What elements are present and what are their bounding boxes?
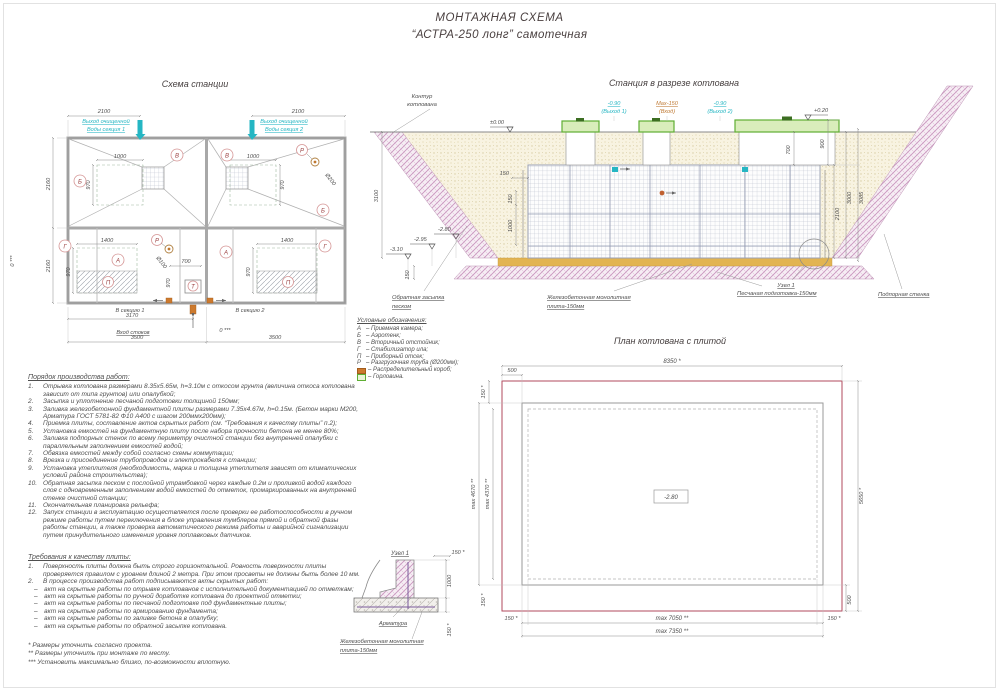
dim-150-plate: 150 [499,171,509,177]
dim-3100: 3100 [374,189,380,203]
elev-000: ±0.00 [490,120,504,126]
elev-280: -2.80 [438,227,451,233]
elev-020: +0.20 [814,108,829,114]
rebar-label: Арматура [378,621,408,627]
cross-section-drawing [362,74,994,322]
legend-key: Р [357,360,362,367]
dim-5650: 5650 * [859,487,865,505]
dim-3085: 3085 [859,191,865,205]
requirement-item: Поверхность плиты должна быть строго горизонтальной. Ровность поверхности плиты проверяется правилом с уровнем длиной 2 метра. При этом просветы не должны быть более 10 мм. [43,563,360,578]
pit-contour-label-1: Контур [411,94,433,100]
dim-8350: 8350 * [663,359,681,365]
requirements-title: Требования к качеству плиты: [28,554,131,561]
hidden-works-acts-list [28,586,361,630]
legend-key: А [357,325,362,332]
pipe-elevation-labels [601,101,732,121]
pit-bottom-elevations [386,227,459,280]
node1-dim-150-bottom: 150 * [447,623,453,637]
label-B2: Б [321,208,325,215]
dim-970-right: 970 [280,180,286,190]
dim-970-bl: 970 [66,267,72,277]
backfill-label-2: песком [392,304,412,310]
dim-1000-left: 1000 [113,154,127,160]
dim-150-bottom-left: 150 * [504,616,518,622]
tank-body [523,165,825,258]
inlet-name: (Вход) [658,109,676,115]
title-line1: МОНТАЖНАЯ СХЕМА [435,12,564,24]
dim-150-mid: 150 [508,194,514,204]
node1-dim-1000: 1000 [447,574,453,588]
dim-7350: max 7350 ** [655,629,689,635]
dim-1400-left: 1400 [100,238,114,244]
distribution-box-left [166,298,172,303]
label-P1: П [105,280,111,287]
dim-2160-bottom: 2160 [46,259,52,273]
dim-2100-left: 2100 [97,109,111,115]
node1-geometry [354,560,438,612]
outlet-marker-1 [612,167,618,172]
work-order-list [28,383,361,539]
act-item: – акт на скрытые работы по армированию фундамента; [28,608,361,615]
dim-2100-cs: 2100 [835,207,841,221]
work-order-item: Обвязка емкостей между собой согласно схемы коммутации; [43,450,234,458]
work-order-item: Врезка и присоединение трубопроводов и электрокабеля к станции; [43,457,257,465]
sand-prep-label: Песчаная подготовка-150мм [737,291,817,297]
work-order-item: Отрывка котлована размерами 8.35х5.65м, h=3.10м с откосом грунта (величина откоса котлована зависит от типа грунтов) или опалубкой; [43,383,355,398]
slab-label-2: плита-150мм [547,304,585,310]
node1-detail-title: Узел 1 [390,551,410,557]
outlet-pipe-1 [138,120,143,134]
dim-700: 700 [181,259,191,265]
legend-text: – Аэротенк; [366,332,401,339]
station-plan-drawing [6,76,365,356]
legend-key: Г [357,346,361,353]
label-G2: Г [323,244,327,251]
dim-4370: max 4370 ** [485,478,491,510]
pit-contour-label-2: котлована [407,102,437,108]
dim-4670: max 4670 ** [471,478,477,510]
label-A1: А [115,258,121,265]
act-item: – акт на скрытые работы по обратной засыпке котлована. [28,623,361,630]
slab-label-1: Железобетонная монолитная [547,295,631,301]
dim-7050: max 7050 ** [655,616,689,622]
dim-500-bottomright: 500 [847,595,853,605]
pit-depth-value: -2.80 [664,495,678,501]
dim-3000: 3000 [847,191,853,205]
legend-title: Условные обозначения: [357,317,427,324]
footnotes-block [28,641,361,666]
work-order-item: Обратная засыпка песком с послойной утрамбовкой через каждые 0.2м и проливкой водой каждого слоя с одновременным заполнением водой емкостей до отметок, промаркированных на внутренней стенке очистной станции; [43,479,357,502]
station-plan-title: Схема станции [161,79,229,89]
legend-key: В [357,339,362,346]
dim-2160-top: 2160 [46,177,52,191]
label-T: Т [191,284,195,291]
inlet-stub [190,305,196,314]
outlet-marker-2 [742,167,748,172]
dim-1000-tank: 1000 [508,219,514,233]
work-order-item: Заливка железобетонной фундаментной плиты размерами 7.35х4.67м, h=0.15м. (Бетон марки М200, Арматура ГОСТ 5781-82 Ф10 А400 с шагом 200ммх200мм); [43,405,359,421]
legend-text: – Стабилизатор ила; [366,346,429,353]
work-order-item: Приемка плиты, составление актов скрытых работ (см. “Требования к качеству плиты” п.2); [43,420,338,428]
elev-295: -2.95 [414,237,427,243]
dim-3500-right: 3500 [268,335,282,341]
work-order-title: Порядок производства работ: [28,374,130,381]
outlet-pipe-2 [250,120,255,134]
label-G1: Г [63,244,67,251]
work-order-item: Запуск станции в эксплуатацию осуществляется после проверки ее работоспособности в ручном режиме работы путем переключения в блоке управления тумблеров прямой и обратной фазы работы станции, а также проверка автоматического режима работы и аварийной сигнализации путем принудительного изменения уровня поплавковых датчиков. [43,509,353,539]
plan-left-dims [53,138,68,303]
act-item: – акт на скрытые работы по заливке бетона в опалубку; [28,615,361,622]
distribution-box-right [207,298,213,303]
label-f200: Ø200 [323,172,337,188]
label-B1: Б [78,179,82,186]
work-order-item: Установка емкостей на фундаментную плиту после набора прочности бетона не менее 80%; [43,427,339,435]
dim-1000-right: 1000 [246,154,260,160]
pit-depth-box [654,490,688,503]
dim-700: 700 [786,145,792,155]
label-f100: Ø100 [154,255,168,271]
dim-150-topleft: 150 * [481,385,487,399]
plan-bottom-dim-lines [68,307,345,344]
inlet-elev: Мах-150 [656,101,678,107]
pit-plan-drawing [465,328,995,668]
node1-detail-drawing [338,543,493,668]
work-order-item: Установка утеплителя (необходимость, марка и толщина утеплителя зависят от климатических условий района строительства); [43,464,357,480]
label-P2: П [285,280,291,287]
legend-text: – Горловина. [368,374,404,381]
outlet2-label-line2: Воды секция 2 [264,127,304,133]
sand-preparation-layer [498,258,832,266]
work-order-item: Засыпка и уплотнение песчаной подготовки толщиной 150мм; [43,398,240,406]
dim-150-left-low: 150 * [481,593,487,607]
work-order-item: Окончательная планировка рельефа; [43,501,160,509]
pit-plan-title: План котлована с плитой [613,336,727,346]
dim-3500-left: 3500 [130,335,144,341]
label-V2: В [224,153,230,160]
dim-970-br: 970 [246,267,252,277]
dim-150-bottomleft: 150 [405,270,411,280]
node1-slab-label-1: Железобетонная монолитная [340,639,424,645]
outlet1-label-line2: Воды секция 1 [86,127,126,133]
requirements-block [28,554,361,630]
label-to-section2: В секцию 2 [235,308,265,314]
legend-text: – Вторичный отстойник; [366,339,440,346]
label-to-section1: В секцию 1 [115,308,145,314]
act-item: – акт на скрытые работы по песчаной подготовке под фундаментные плиты; [28,600,361,607]
outlet2-label-line1: Выход очищенной [260,119,308,125]
elev-zero-left: 0 *** [10,255,16,267]
node1-slab-label-2: плита-150мм [340,648,378,654]
inlet-marker [660,191,665,196]
footnote-1: * Размеры уточнить согласно проекта. [28,642,153,649]
retaining-wall-label: Подпорная стенка [878,292,930,298]
elev-310: -3.10 [390,247,403,253]
dim-3170: 3170 [125,313,139,319]
outlet2-name: (Выход 2) [707,109,733,115]
cross-section-title: Станция в разрезе котлована [608,78,740,88]
legend-text: – Распределительный короб; [368,367,452,374]
elev-zero-bottom: 0 *** [219,328,231,334]
footnote-3: *** Установить максимально близко, по-возможности вплотную. [28,658,231,666]
requirement-item: В процессе производства работ подписываются акты скрытых работ: [43,578,269,586]
act-item: – акт на скрытые работы по отрывке котлованов с исполнительной документацией по отметкам; [28,586,361,593]
requirements-list [28,563,361,585]
label-R-top: Р [299,148,305,155]
outlet1-label-line1: Выход очищенной [82,119,130,125]
outlet2-elev: -0.90 [713,101,727,107]
legend-text: – Приемная камера; [366,325,423,332]
dim-150-bottom-right: 150 * [827,616,841,622]
dim-970-left: 970 [86,180,92,190]
act-item: – акт на скрытые работы по ручной доработке котлована до проектной отметки; [28,593,361,600]
tank-covers [562,117,839,133]
dim-1400-right: 1400 [280,238,294,244]
slab-label-leader [412,612,422,639]
dim-900: 900 [820,139,826,149]
node1-dim-150-top: 150 * [451,550,465,556]
legend-text: – Разгрузочная труба (Ø200мм); [366,360,459,367]
legend-key: Б [357,332,361,339]
orange-box-swatch [357,368,366,374]
work-order-item: Заливка подпорных стенок по всему периметру очистной станции без внутренней опалубки с параллельным заполнением емкостей водой; [43,435,338,450]
pit-contour-leader [392,109,430,133]
footnote-2: ** Размеры уточнить при монтаже по месту. [28,650,171,658]
legend-text: – Приборный отсек; [366,353,424,360]
node1-label: Узел 1 [777,283,795,289]
label-V1: В [174,153,180,160]
outlet1-name: (Выход 1) [601,109,627,115]
label-A2: А [223,250,229,257]
backfill-label-1: Обратная засыпка [392,295,445,301]
work-order-block [28,374,361,539]
dim-500-top: 500 [507,368,517,374]
label-R-bottom: Р [154,238,160,245]
title-line2: “АСТРА-250 лонг” самотечная [411,29,588,41]
dim-970-center: 970 [166,278,172,288]
dim-2100-right: 2100 [291,109,305,115]
drawing-title [0,12,999,41]
legend-key: П [357,353,362,360]
inlet-label: Вход стоков [116,330,150,336]
outlet1-elev: -0.90 [607,101,621,107]
